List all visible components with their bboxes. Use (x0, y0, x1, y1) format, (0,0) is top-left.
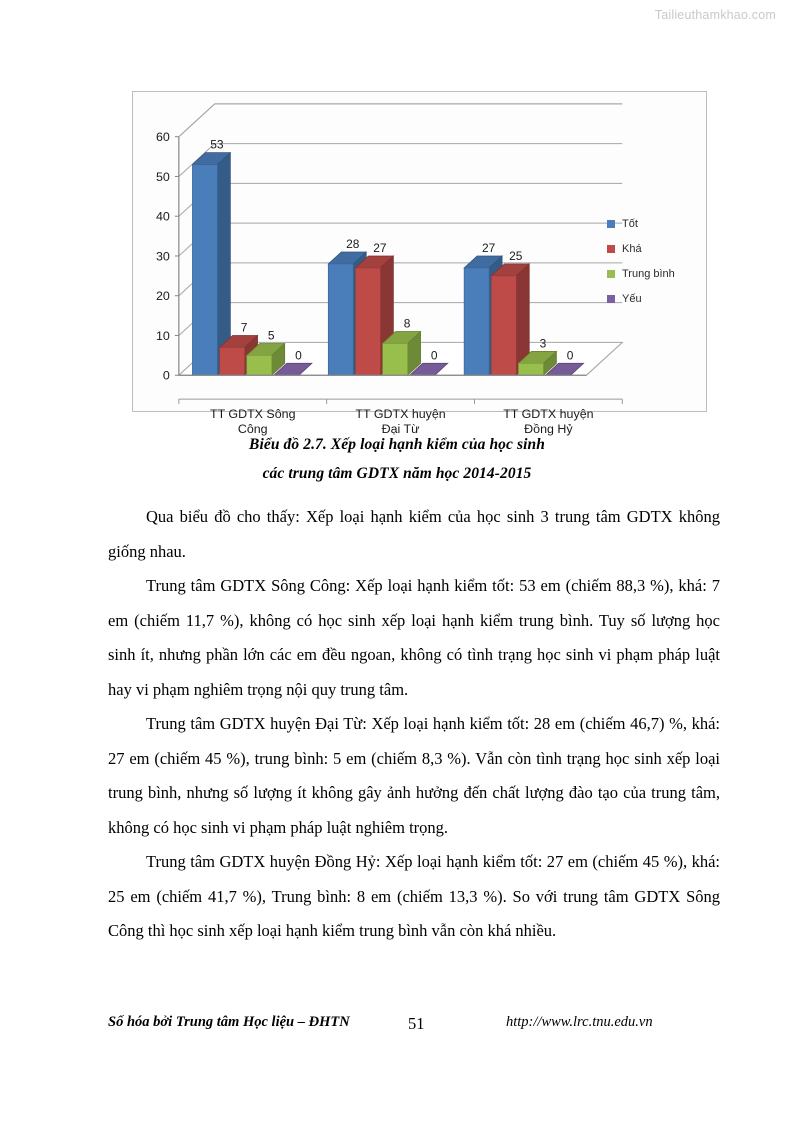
legend-swatch-icon-3 (607, 295, 615, 303)
legend-swatch-icon-1 (607, 245, 615, 253)
svg-text:3: 3 (539, 336, 547, 351)
legend-label-2: Trung bình (622, 267, 675, 280)
legend-item-1 (607, 236, 702, 261)
paragraph: Qua biểu đồ cho thấy: Xếp loại hạnh kiểm của học sinh 3 trung tâm GDTX không giống nhau. (108, 507, 720, 561)
watermark-text: Tailieuthamkhao.com (654, 8, 776, 22)
svg-text:Đồng Hỷ: Đồng Hỷ (524, 421, 573, 436)
legend-swatch-icon-0 (607, 220, 615, 228)
svg-text:0: 0 (295, 348, 302, 363)
svg-text:30: 30 (156, 249, 170, 264)
legend-item-3 (607, 286, 702, 311)
svg-text:53: 53 (210, 137, 224, 152)
figure-caption-line-2: các trung tâm GDTX năm học 2014-2015 (262, 465, 532, 482)
figure-caption-line-1: Biểu đồ 2.7. Xếp loại hạnh kiểm của học sinh (249, 436, 545, 453)
svg-text:8: 8 (403, 316, 411, 331)
svg-text:0: 0 (162, 368, 170, 383)
svg-text:7: 7 (240, 320, 248, 335)
svg-text:60: 60 (156, 130, 170, 145)
svg-text:10: 10 (156, 328, 170, 343)
legend-label-1: Khá (622, 242, 642, 255)
footer-left-text: Số hóa bởi Trung tâm Học liệu – ĐHTN (108, 1014, 350, 1030)
svg-text:25: 25 (509, 248, 523, 263)
svg-text:27: 27 (373, 241, 387, 255)
svg-text:Công: Công (237, 421, 268, 436)
svg-text:40: 40 (156, 209, 170, 224)
svg-text:50: 50 (156, 169, 170, 184)
legend-label-0: Tốt (622, 217, 638, 230)
legend-item-2 (607, 261, 702, 286)
footer-url: http://www.lrc.tnu.edu.vn (506, 1014, 653, 1030)
svg-text:0: 0 (566, 348, 574, 363)
svg-text:TT GDTX huyện: TT GDTX huyện (503, 406, 594, 421)
paragraph: Trung tâm GDTX Sông Công: Xếp loại hạnh kiểm tốt: 53 em (chiếm 88,3 %), khá: 7 em (chiếm 11,7 %), không có học sinh xếp loại hạnh kiểm trung bình. Tuy số lượng học sinh ít, nhưng phần lớn các em đều ngoan, không có tình trạng học sinh vi phạm pháp luật hay vi phạm nghiêm trọng nội quy trung tâm. (108, 576, 720, 699)
svg-text:28: 28 (346, 237, 360, 252)
svg-text:0: 0 (430, 348, 438, 363)
paragraph: Trung tâm GDTX huyện Đại Từ: Xếp loại hạnh kiểm tốt: 28 em (chiếm 46,7) %, khá: 27 em (chiếm 45 %), trung bình: 5 em (chiếm 8,3 %). Vẫn còn tình trạng học sinh xếp loại trung bình, nhưng số lượng ít không gây ảnh hưởng đến chất lượng đào tạo của trung tâm, không có học sinh vi phạm pháp luật nghiêm trọng. (108, 714, 720, 837)
svg-text:TT GDTX huyện: TT GDTX huyện (355, 406, 446, 421)
figure-caption (97, 430, 697, 488)
legend-label-3: Yếu (622, 292, 642, 305)
page-number: 51 (408, 1014, 425, 1033)
chart-figure (132, 91, 707, 436)
svg-text:5: 5 (267, 328, 275, 343)
paragraph: Trung tâm GDTX huyện Đồng Hỷ: Xếp loại hạnh kiểm tốt: 27 em (chiếm 45 %), khá: 25 em (chiếm 41,7 %), Trung bình: 8 em (chiếm 13,3 %). So với trung tâm GDTX Sông Công thì học sinh xếp loại hạnh kiểm trung bình vẫn còn khá nhiều. (108, 852, 720, 940)
svg-text:27: 27 (481, 241, 496, 255)
legend-swatch-icon-2 (607, 270, 615, 278)
legend-item-0 (607, 211, 702, 236)
svg-text:Đại Từ: Đại Từ (381, 421, 420, 436)
svg-text:20: 20 (156, 289, 170, 304)
page-footer (108, 1014, 720, 1040)
svg-text:TT GDTX Sông: TT GDTX Sông (210, 406, 296, 421)
body-text (108, 500, 720, 949)
chart-legend (607, 211, 702, 311)
